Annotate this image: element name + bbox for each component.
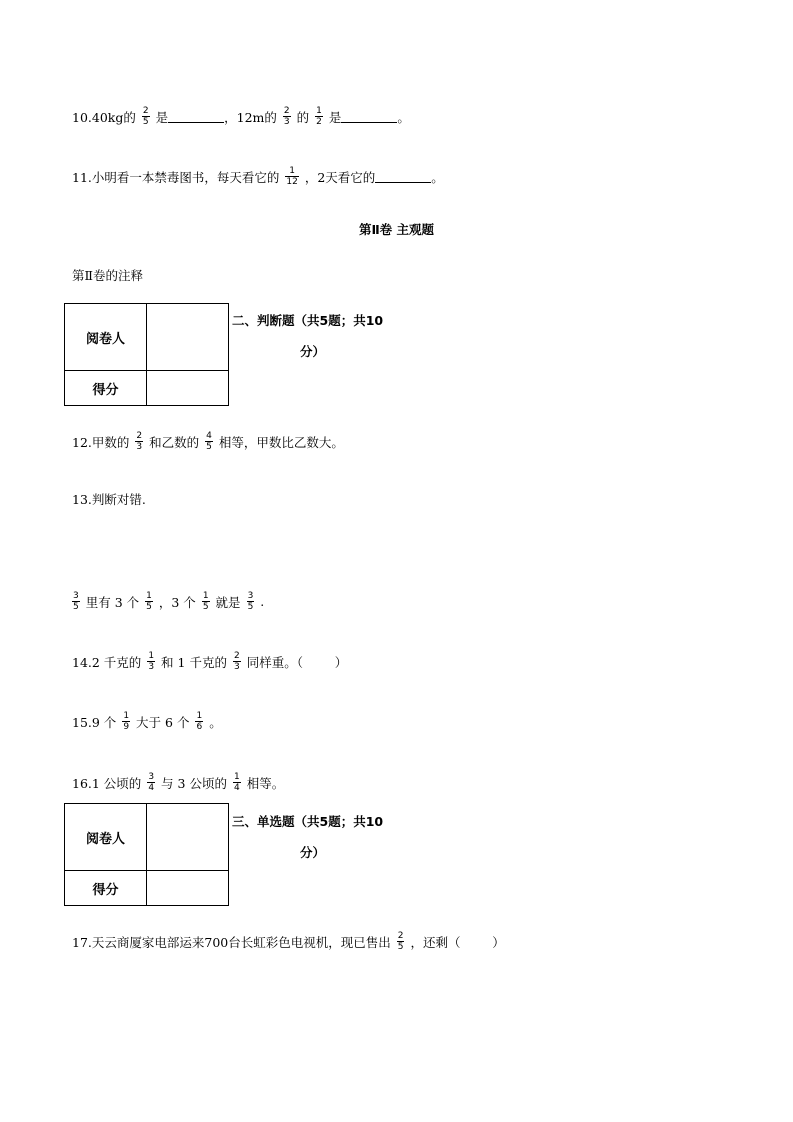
q12-fraction-1: $\frac{2}{3}$	[136, 431, 143, 452]
q15-fraction-1: $\frac{1}{9}$	[123, 711, 130, 732]
score-label: 得分	[65, 371, 147, 406]
q10-text-a: 10.40kg的	[72, 109, 136, 125]
section-2-heading-line1: 二、判断题（共5题；共10	[232, 313, 384, 328]
q11-answer-blank[interactable]	[375, 170, 431, 183]
q12-text-b: 和乙数的	[149, 434, 200, 450]
q10-text-e: 是	[328, 109, 342, 125]
q13-end: .	[260, 594, 265, 609]
q12-fraction-2: $\frac{4}{5}$	[206, 431, 212, 452]
q10-fraction-3: $\frac{1}{2}$	[316, 106, 322, 127]
part-title: 第Ⅱ卷 主观题	[358, 222, 435, 237]
score-label: 得分	[65, 871, 147, 906]
question-11	[72, 166, 444, 187]
reviewer-field[interactable]	[147, 804, 229, 871]
score-field[interactable]	[147, 371, 229, 406]
q14-fraction-2: $\frac{2}{3}$	[233, 651, 240, 672]
q10-text-b: 是	[155, 109, 169, 125]
q14-text-a: 14.2 千克的	[72, 654, 142, 670]
question-17	[72, 931, 505, 952]
q13-text-c: 就是	[215, 594, 241, 610]
q13-text-a: 里有 3 个	[85, 594, 140, 610]
q10-fraction-2: $\frac{2}{3}$	[283, 106, 290, 127]
q13-fraction-2: $\frac{1}{5}$	[146, 591, 152, 612]
q10-end: 。	[397, 109, 410, 125]
q16-text-c: 相等。	[246, 775, 285, 791]
reviewer-label: 阅卷人	[65, 804, 147, 871]
reviewer-label: 阅卷人	[65, 304, 147, 371]
q16-fraction-1: $\frac{3}{4}$	[148, 772, 155, 793]
q15-text-a: 15.9 个	[72, 714, 117, 730]
question-15	[72, 711, 222, 732]
question-12	[72, 431, 344, 452]
q11-fraction: $\frac{1}{12}$	[286, 166, 298, 187]
question-13-statement	[66, 591, 264, 612]
section-2-heading-line2: 分）	[300, 344, 326, 359]
grader-table-1	[64, 303, 229, 406]
q16-text-b: 与 3 公顷的	[161, 775, 227, 791]
q13-fraction-4: $\frac{3}{5}$	[247, 591, 254, 612]
q17-text-b: ，还剩（ ）	[410, 934, 505, 950]
q12-text-a: 12.甲数的	[72, 434, 130, 450]
q16-fraction-2: $\frac{1}{4}$	[233, 772, 240, 793]
q12-text-c: 相等，甲数比乙数大。	[218, 434, 344, 450]
q11-text-b: ，2天看它的	[304, 169, 376, 185]
score-field[interactable]	[147, 871, 229, 906]
q14-text-c: 同样重。（ ）	[246, 654, 348, 670]
q13-text: 13.判断对错.	[72, 492, 146, 507]
q13-fraction-3: $\frac{1}{5}$	[202, 591, 209, 612]
q10-fraction-1: $\frac{2}{5}$	[142, 106, 149, 127]
section-2-heading	[232, 305, 383, 367]
question-16	[72, 772, 284, 793]
q14-text-b: 和 1 千克的	[161, 654, 227, 670]
grader-table-2	[64, 803, 229, 906]
q13-fraction-1: $\frac{3}{5}$	[73, 591, 79, 612]
section-3-heading-line1: 三、单选题（共5题；共10	[232, 814, 384, 829]
q15-end: 。	[209, 714, 222, 730]
section-3-heading-line2: 分）	[300, 845, 326, 860]
q17-fraction: $\frac{2}{5}$	[397, 931, 404, 952]
q17-text-a: 17.天云商厦家电部运来700台长虹彩色电视机，现已售出	[72, 934, 391, 950]
part-note: 第Ⅱ卷的注释	[72, 268, 143, 283]
q13-text-b: ，3 个	[158, 594, 196, 610]
section-3-heading	[232, 806, 383, 868]
q10-answer-blank-2[interactable]	[341, 110, 397, 123]
q10-text-d: 的	[296, 109, 310, 125]
reviewer-field[interactable]	[147, 304, 229, 371]
q11-end: 。	[431, 169, 444, 185]
q10-text-c: ，12m的	[224, 109, 277, 125]
q10-answer-blank-1[interactable]	[168, 110, 224, 123]
q15-fraction-2: $\frac{1}{6}$	[196, 711, 203, 732]
q15-text-b: 大于 6 个	[136, 714, 190, 730]
question-13	[72, 490, 146, 508]
q11-text-a: 11.小明看一本禁毒图书，每天看它的	[72, 169, 280, 185]
q16-text-a: 16.1 公顷的	[72, 775, 142, 791]
q14-fraction-1: $\frac{1}{3}$	[148, 651, 155, 672]
question-10	[72, 106, 410, 127]
question-14	[72, 651, 347, 672]
